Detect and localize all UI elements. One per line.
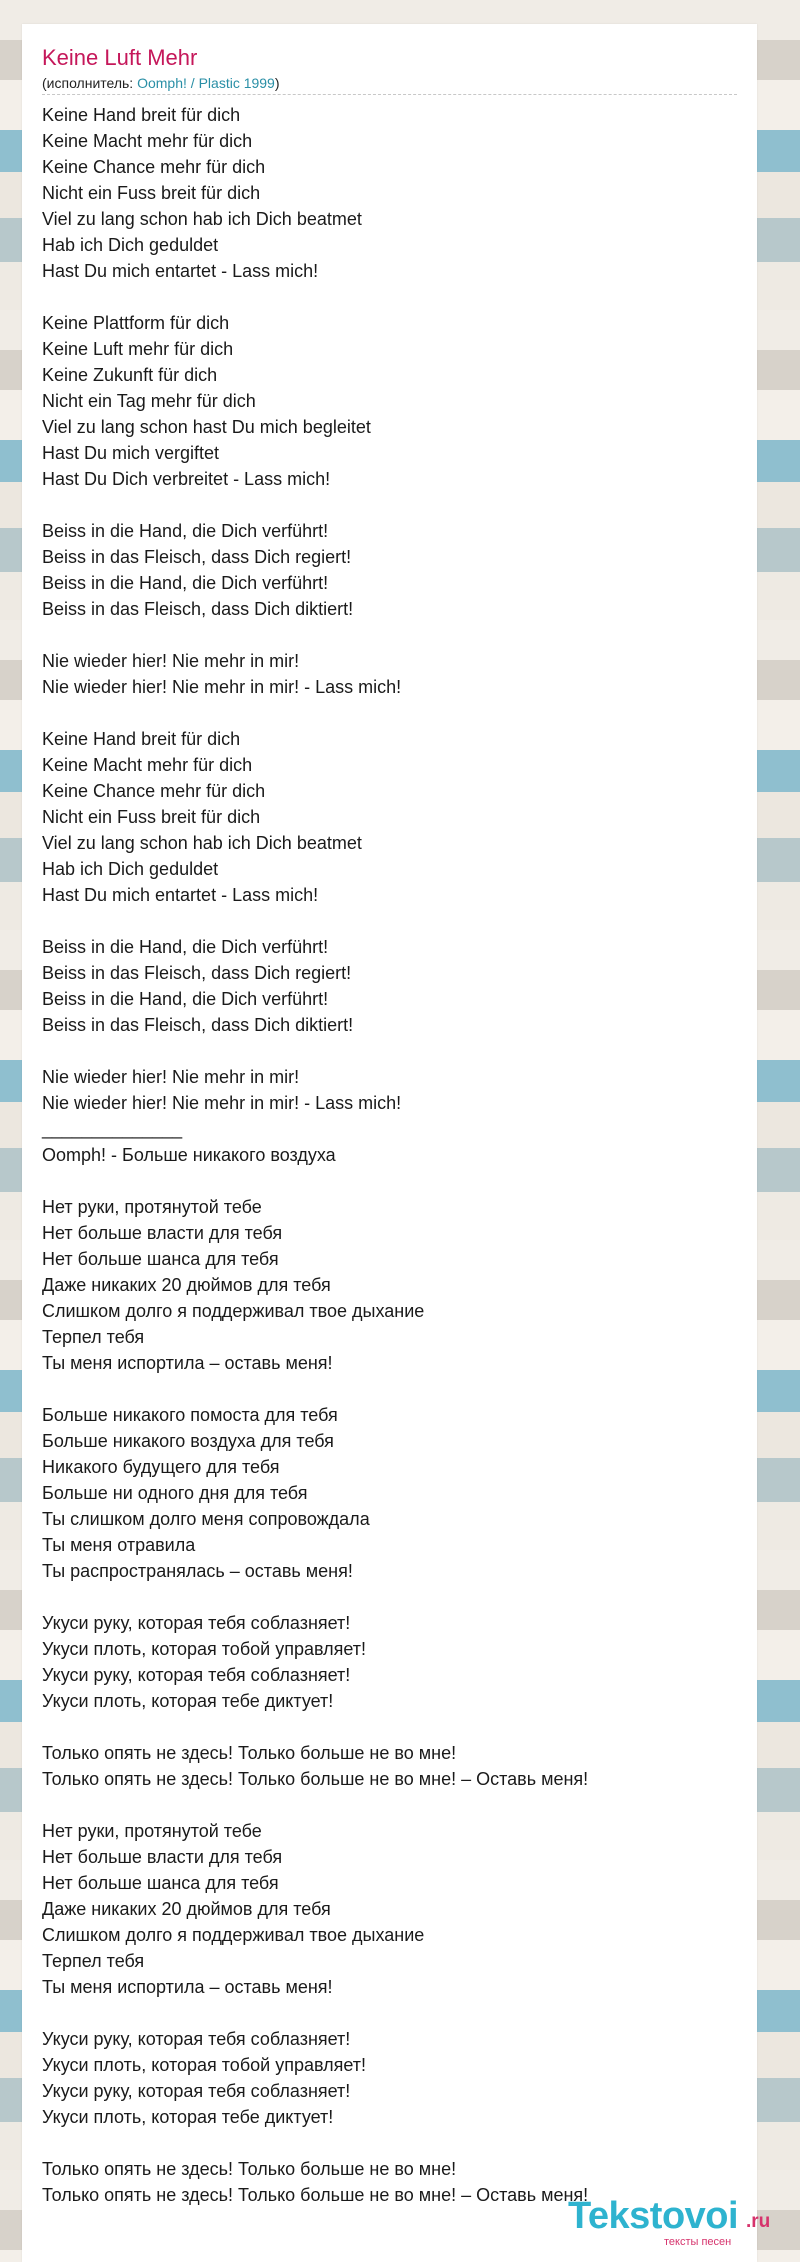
song-title: Keine Luft Mehr xyxy=(42,45,198,70)
song-performer-line xyxy=(42,74,280,92)
artist-link[interactable]: Oomph! xyxy=(137,75,187,91)
title-divider xyxy=(42,94,737,95)
logo-tld: .ru xyxy=(746,2211,771,2232)
performer-suffix: ) xyxy=(274,75,280,91)
artist-album-separator: / xyxy=(186,75,199,91)
logo-name: Tekstovoi xyxy=(568,2195,739,2237)
site-logo[interactable] xyxy=(568,2194,771,2254)
lyrics-text: Keine Hand breit für dich Keine Macht mehr für dich Keine Chance mehr für dich Nicht ein Fuss breit für dich Viel zu lang schon hab ich Dich beatmet Hab ich Dich geduldet Hast Du mich entartet - Lass mich! Keine Plattform für dich Keine Luft mehr für dich Keine Zukunft für dich Nicht ein Tag mehr für dich Viel zu lang schon hast Du mich begleitet Hast Du mich vergiftet Hast Du Dich verbreitet - Lass mich! Beiss in die Hand, die Dich verführt! Beiss in das Fleisch, dass Dich regiert! Beiss in die Hand, die Dich verführt! Beiss in das Fleisch, dass Dich diktiert! Nie wieder hier! Nie mehr in mir! Nie wieder hier! Nie mehr in mir! - Lass mich! Keine Hand breit für dich Keine Macht mehr für dich Keine Chance mehr für dich Nicht ein Fuss breit für dich Viel zu lang schon hab ich Dich beatmet Hab ich Dich geduldet Hast Du mich entartet - Lass mich! Beiss in die Hand, die Dich verführt! Beiss in das Fleisch, dass Dich regiert! Beiss in die Hand, die Dich verführt! Beiss in das Fleisch, dass Dich diktiert! Nie wieder hier! Nie mehr in mir! Nie wieder hier! Nie mehr in mir! - Lass mich! ______________ Oomph! - Больше никакого воздуха Нет руки, протянутой тебе Нет больше власти для тебя Нет больше шанса для тебя Даже никаких 20 дюймов для тебя Слишком долго я поддерживал твое дыхание Терпел тебя Ты меня испортила – оставь меня! Больше никакого помоста для тебя Больше никакого воздуха для тебя Никакого будущего для тебя Больше ни одного дня для тебя Ты слишком долго меня сопровождала Ты меня отравила Ты распространялась – оставь меня! Укуси руку, которая тебя соблазняет! Укуси плоть, которая тобой управляет! Укуси руку, которая тебя соблазняет! Укуси плоть, которая тебе диктует! Только опять не здесь! Только больше не во мне! Только опять не здесь! Только больше не во мне! – Оставь меня! Нет руки, протянутой тебе Нет больше власти для тебя Нет больше шанса для тебя Даже никаких 20 дюймов для тебя Слишком долго я поддерживал твое дыхание Терпел тебя Ты меня испортила – оставь меня! Укуси руку, которая тебя соблазняет! Укуси плоть, которая тобой управляет! Укуси руку, которая тебя соблазняет! Укуси плоть, которая тебе диктует! Только опять не здесь! Только больше не во мне! Только опять не здесь! Только больше не во мне! – Оставь меня! xyxy=(42,105,589,2205)
album-link[interactable]: Plastic 1999 xyxy=(198,75,275,91)
performer-prefix: (исполнитель: xyxy=(42,75,138,91)
lyrics-card xyxy=(22,24,757,2262)
logo-tagline: тексты песен xyxy=(664,2236,732,2248)
